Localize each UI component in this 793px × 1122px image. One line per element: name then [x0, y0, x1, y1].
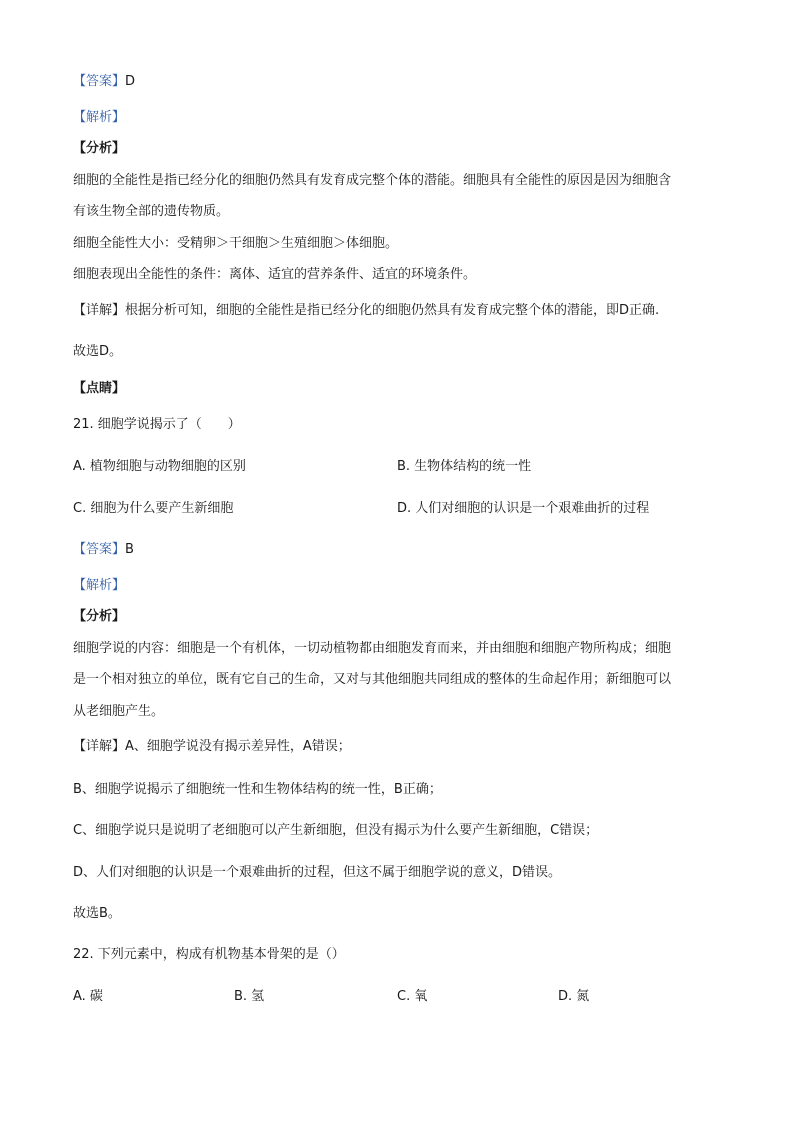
option-d: D. 人们对细胞的认识是一个艰难曲折的过程: [397, 501, 650, 516]
answer-value: D: [125, 74, 136, 89]
detail-line-a: 【详解】A、细胞学说没有揭示差异性，A错误；: [73, 739, 351, 754]
answer-tag: 【答案】: [73, 74, 126, 89]
answer-line-q21: [73, 541, 134, 559]
analysis-tag: 【解析】: [73, 110, 126, 125]
analysis-paragraph: 细胞全能性大小：受精卵＞干细胞＞生殖细胞＞体细胞。: [73, 236, 399, 251]
fenxi-heading: 【分析】: [73, 141, 126, 156]
answer-tag: 【答案】: [73, 542, 126, 557]
conclusion: 故选B。: [73, 906, 121, 921]
detail-line-b: B、细胞学说揭示了细胞统一性和生物体结构的统一性，B正确；: [73, 782, 442, 797]
option-c: C. 细胞为什么要产生新细胞: [73, 501, 234, 516]
option-b: B. 生物体结构的统一性: [397, 459, 532, 474]
option-c: C. 氧: [397, 989, 428, 1004]
question-21-stem: 21. 细胞学说揭示了（ ）: [73, 417, 241, 432]
analysis-paragraph-line: 从老细胞产生。: [73, 704, 165, 719]
analysis-paragraph-line: 是一个相对独立的单位，既有它自己的生命，又对与其他细胞共同组成的整体的生命起作用；新细胞可以: [73, 672, 672, 687]
analysis-paragraph-line: 细胞学说的内容：细胞是一个有机体，一切动植物都由细胞发育而来，并由细胞和细胞产物所构成；细胞: [73, 641, 672, 656]
analysis-tag: 【解析】: [73, 578, 126, 593]
option-d: D. 氮: [558, 989, 590, 1004]
analysis-paragraph-line: 有该生物全部的遗传物质。: [73, 204, 230, 219]
answer-value: B: [125, 542, 134, 557]
conclusion: 故选D。: [73, 344, 123, 359]
detail-paragraph: 【详解】根据分析可知，细胞的全能性是指已经分化的细胞仍然具有发育成完整个体的潜能，即D正确.: [73, 303, 660, 318]
analysis-paragraph-line: 细胞的全能性是指已经分化的细胞仍然具有发育成完整个体的潜能。细胞具有全能性的原因是因为细胞含: [73, 173, 672, 188]
option-a: A. 碳: [73, 989, 103, 1004]
question-22-stem: 22. 下列元素中，构成有机物基本骨架的是（）: [73, 947, 345, 962]
detail-line-c: C、细胞学说只是说明了老细胞可以产生新细胞，但没有揭示为什么要产生新细胞，C错误；: [73, 823, 599, 838]
analysis-paragraph: 细胞表现出全能性的条件：离体、适宜的营养条件、适宜的环境条件。: [73, 267, 477, 282]
option-a: A. 植物细胞与动物细胞的区别: [73, 459, 246, 474]
option-b: B. 氢: [234, 989, 265, 1004]
fenxi-heading: 【分析】: [73, 609, 126, 624]
detail-line-d: D、人们对细胞的认识是一个艰难曲折的过程，但这不属于细胞学说的意义，D错误。: [73, 865, 562, 880]
answer-line-q20: [73, 73, 135, 91]
dianjing-heading: 【点睛】: [73, 381, 126, 396]
